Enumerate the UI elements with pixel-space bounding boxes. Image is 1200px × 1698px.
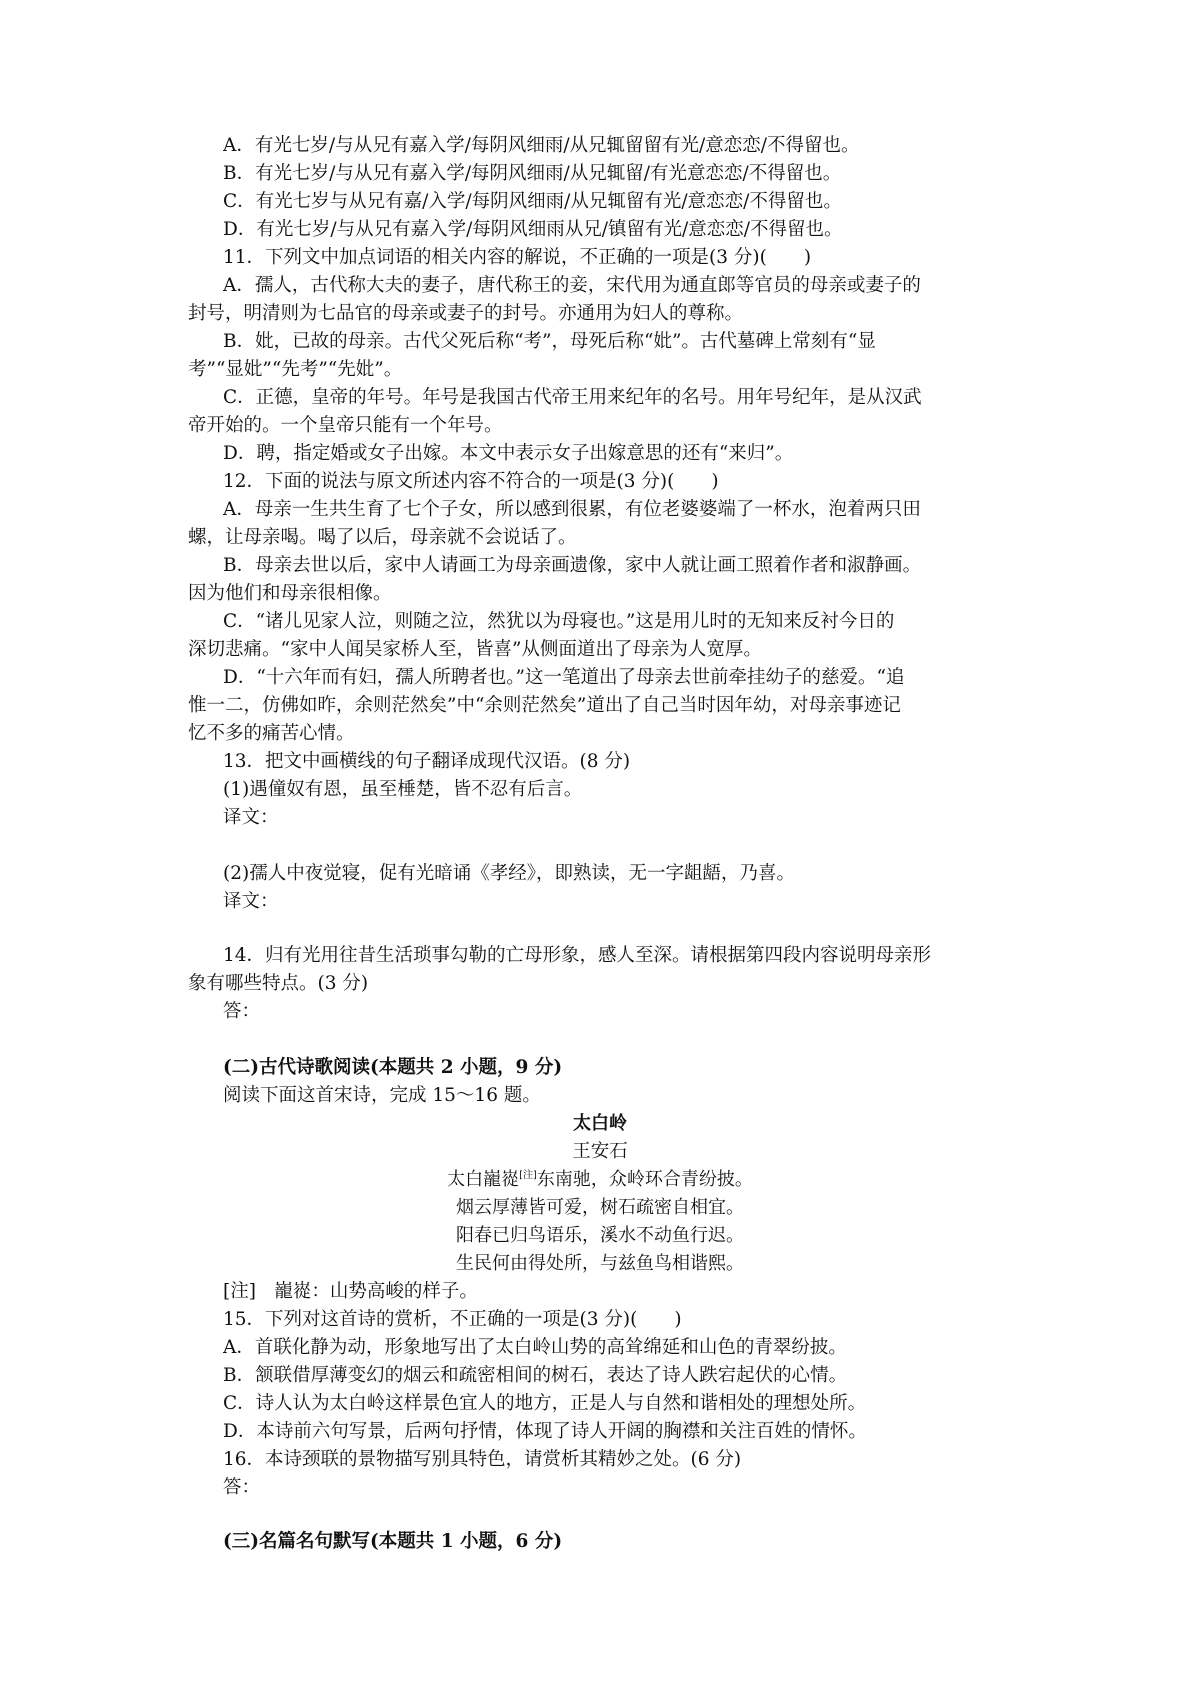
poem-note-marker: [注] <box>519 1170 537 1181</box>
q15-option-d: D．本诗前六句写景，后两句抒情，体现了诗人开阔的胸襟和关注百姓的情怀。 <box>223 1421 867 1442</box>
section2-heading: (二)古代诗歌阅读(本题共 2 小题，9 分) <box>223 1057 563 1078</box>
q14-answer-label: 答： <box>223 1001 261 1022</box>
poem-line-2: 烟云厚薄皆可爱，树石疏密自相宜。 <box>456 1197 744 1218</box>
q11-option-a-line2: 封号，明清则为七品官的母亲或妻子的封号。亦通用为妇人的尊称。 <box>188 303 744 324</box>
section3-heading: (三)名篇名句默写(本题共 1 小题，6 分) <box>223 1531 563 1552</box>
q11-option-c-line1: C．正德，皇帝的年号。年号是我国古代帝王用来纪年的名号。用年号纪年，是从汉武 <box>223 387 922 408</box>
q16-stem: 16．本诗颈联的景物描写别具特色，请赏析其精妙之处。(6 分) <box>223 1449 742 1470</box>
q11-option-a-line1: A．孺人，古代称大夫的妻子，唐代称王的妾，宋代用为通直郎等官员的母亲或妻子的 <box>223 275 921 296</box>
q12-stem: 12．下面的说法与原文所述内容不符合的一项是(3 分)( ) <box>223 471 719 492</box>
poem-line-3: 阳春已归鸟语乐，溪水不动鱼行迟。 <box>456 1225 744 1246</box>
q13-stem: 13．把文中画横线的句子翻译成现代汉语。(8 分) <box>223 751 631 772</box>
q12-option-b-line1: B．母亲去世以后，家中人请画工为母亲画遗像，家中人就让画工照着作者和淑静画。 <box>223 555 922 576</box>
q10-option-b: B．有光七岁/与从兄有嘉入学/每阴风细雨/从兄辄留/有光意恋恋/不得留也。 <box>223 163 842 184</box>
poem-author: 王安石 <box>572 1141 628 1162</box>
q11-option-b-line2: 考”“显妣”“先考”“先妣”。 <box>188 359 403 380</box>
q13-sentence-2: (2)孺人中夜觉寝，促有光暗诵《孝经》，即熟读，无一字龃龉，乃喜。 <box>223 863 795 884</box>
q11-option-b-line1: B．妣，已故的母亲。古代父死后称“考”，母死后称“妣”。古代墓碑上常刻有“显 <box>223 331 876 352</box>
q12-option-d-line1: D．“十六年而有妇，孺人所聘者也。”这一笔道出了母亲去世前牵挂幼子的慈爱。“追 <box>223 667 905 688</box>
poem-line-4: 生民何由得处所，与兹鱼鸟相谐熙。 <box>456 1253 744 1274</box>
q12-option-b-line2: 因为他们和母亲很相像。 <box>188 583 392 604</box>
q12-option-c-line2: 深切悲痛。“家中人闻吴家桥人至，皆喜”从侧面道出了母亲为人宽厚。 <box>188 639 762 660</box>
poem-line-1-part-a: 太白巃嵸 <box>447 1169 520 1190</box>
poem-line-1-part-b: 东南驰，众岭环合青纷披。 <box>536 1169 753 1190</box>
q15-option-c: C．诗人认为太白岭这样景色宜人的地方，正是人与自然和谐相处的理想处所。 <box>223 1393 867 1414</box>
q15-option-a: A．首联化静为动，形象地写出了太白岭山势的高耸绵延和山色的青翠纷披。 <box>223 1337 847 1358</box>
q13-translation-label-1: 译文： <box>223 807 279 828</box>
q15-stem: 15．下列对这首诗的赏析，不正确的一项是(3 分)( ) <box>223 1309 682 1330</box>
q12-option-a-line2: 螺，让母亲喝。喝了以后，母亲就不会说话了。 <box>188 527 577 548</box>
q12-option-d-line3: 忆不多的痛苦心情。 <box>188 723 355 744</box>
q11-option-d: D．聘，指定婚或女子出嫁。本文中表示女子出嫁意思的还有“来归”。 <box>223 443 794 464</box>
q10-option-d: D．有光七岁/与从兄有嘉入学/每阴风细雨从兄/镇留有光/意恋恋/不得留也。 <box>223 219 843 240</box>
poem-line-1 <box>0 1166 1200 1194</box>
q10-option-c: C．有光七岁与从兄有嘉/入学/每阴风细雨/从兄辄留有光/意恋恋/不得留也。 <box>223 191 842 212</box>
q12-option-c-line1: C．“诸儿见家人泣，则随之泣，然犹以为母寝也。”这是用儿时的无知来反衬今日的 <box>223 611 895 632</box>
q12-option-a-line1: A．母亲一生共生育了七个子女，所以感到很累，有位老婆婆端了一杯水，泡着两只田 <box>223 499 921 520</box>
poem-title: 太白岭 <box>573 1113 627 1134</box>
q15-option-b: B．颔联借厚薄变幻的烟云和疏密相间的树石，表达了诗人跌宕起伏的心情。 <box>223 1365 848 1386</box>
q14-stem-line2: 象有哪些特点。(3 分) <box>188 973 369 994</box>
q11-option-c-line2: 帝开始的。一个皇帝只能有一个年号。 <box>188 415 503 436</box>
q14-stem-line1: 14．归有光用往昔生活琐事勾勒的亡母形象，感人至深。请根据第四段内容说明母亲形 <box>223 945 932 966</box>
q13-translation-label-2: 译文： <box>223 891 279 912</box>
q10-option-a: A．有光七岁/与从兄有嘉入学/每阴风细雨/从兄辄留留有光/意恋恋/不得留也。 <box>223 135 860 156</box>
q16-answer-label: 答： <box>223 1477 261 1498</box>
q13-sentence-1: (1)遇僮奴有恩，虽至棰楚，皆不忍有后言。 <box>223 779 583 800</box>
poem-footnote: [注] 巃嵸：山势高峻的样子。 <box>223 1281 478 1302</box>
q12-option-d-line2: 惟一二，仿佛如昨，余则茫然矣”中“余则茫然矣”道出了自己当时因年幼，对母亲事迹记 <box>188 695 901 716</box>
q11-stem: 11．下列文中加点词语的相关内容的解说，不正确的一项是(3 分)( ) <box>223 247 812 268</box>
section2-intro: 阅读下面这首宋诗，完成 15～16 题。 <box>223 1085 541 1106</box>
